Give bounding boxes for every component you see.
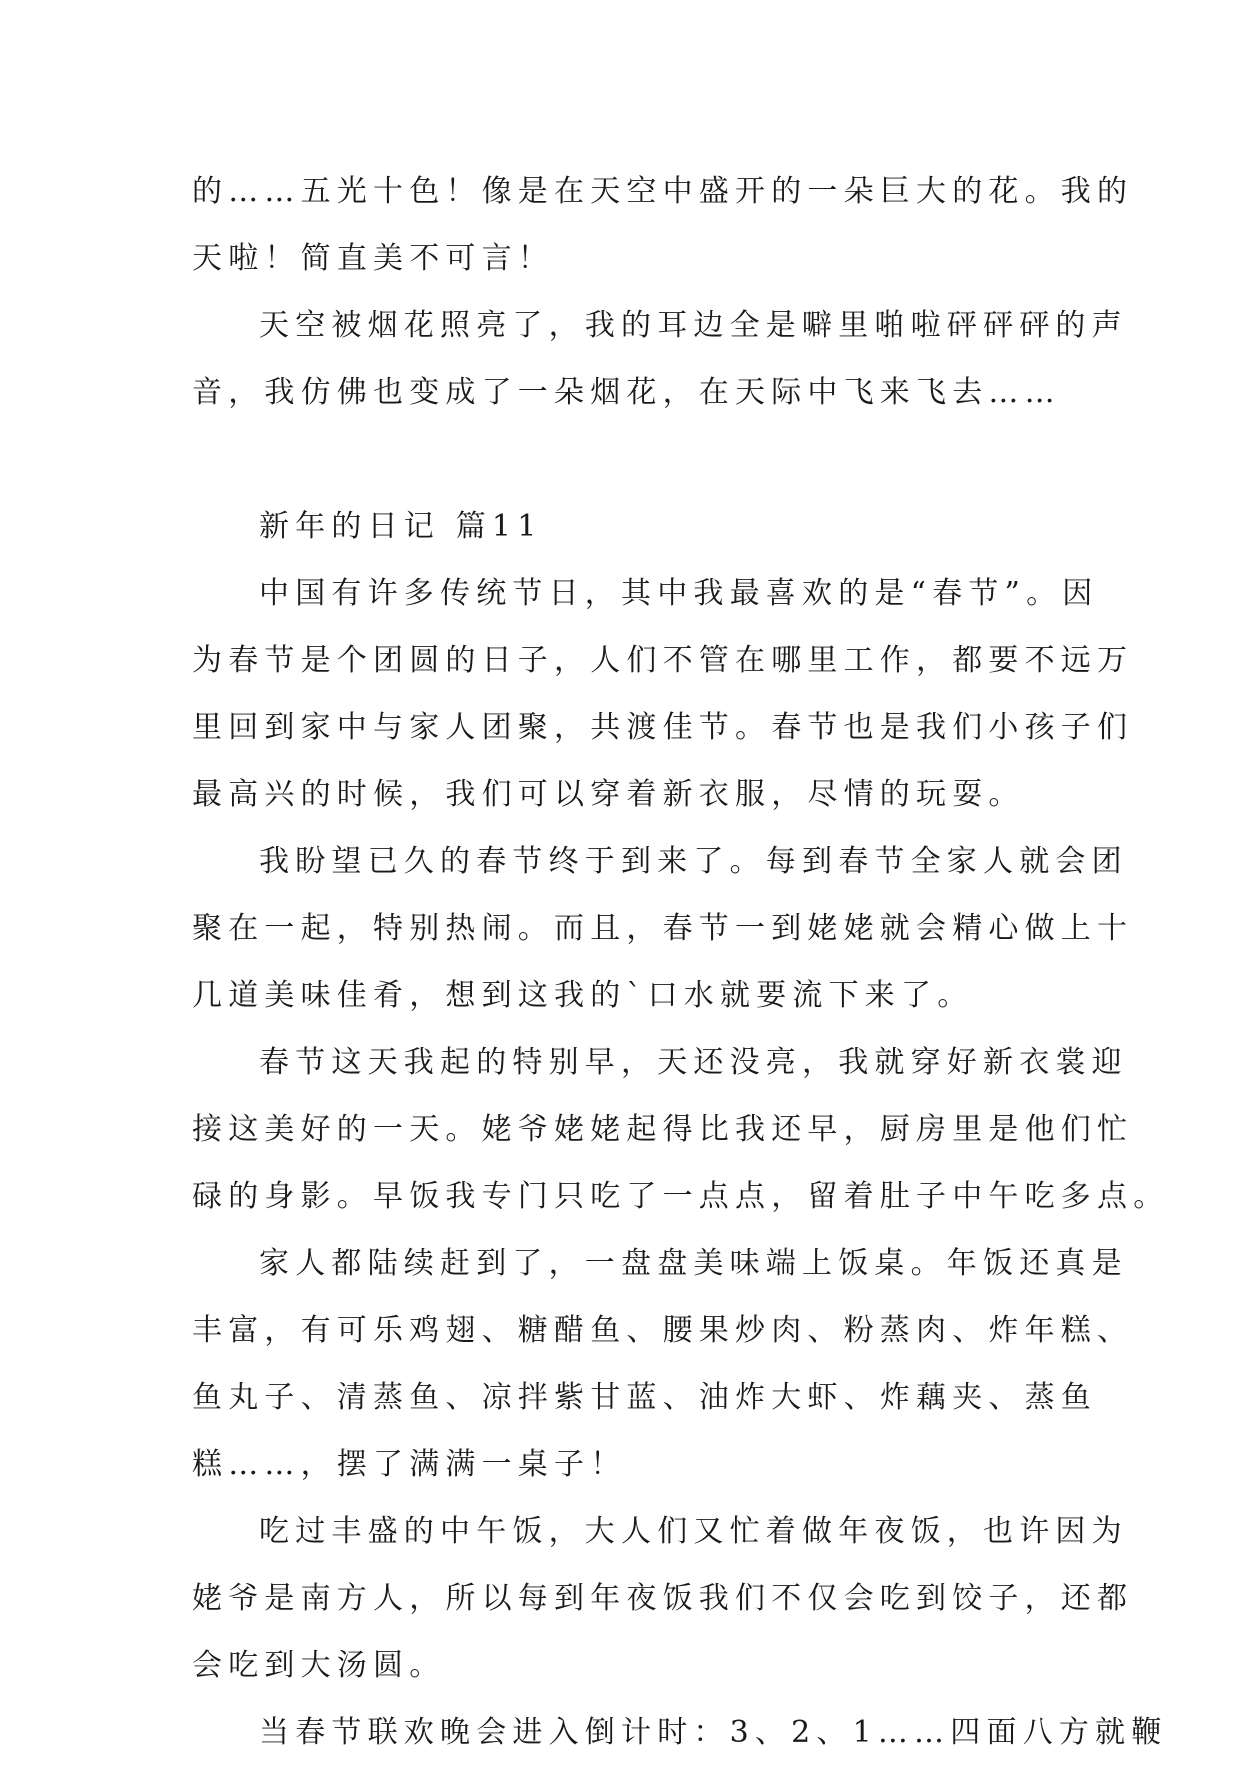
- text-line: 我盼望已久的春节终于到来了。每到春节全家人就会团: [259, 844, 1128, 879]
- text-line: 当春节联欢晚会进入倒计时：3、2、1……四面八方就鞭: [259, 1715, 1168, 1750]
- text-line: 几道美味佳肴，想到这我的`口水就要流下来了。: [192, 978, 974, 1013]
- text-line: 接这美好的一天。姥爷姥姥起得比我还早，厨房里是他们忙: [192, 1112, 1134, 1147]
- paragraph-gap: [192, 426, 1060, 493]
- text-line: 碌的身影。早饭我专门只吃了一点点，留着肚子中午吃多点。: [192, 1179, 1170, 1214]
- text-line: 姥爷是南方人，所以每到年夜饭我们不仅会吃到饺子，还都: [192, 1581, 1134, 1616]
- text-line: 的……五光十色！像是在天空中盛开的一朵巨大的花。我的: [192, 174, 1134, 209]
- text-line: 天啦！简直美不可言！: [192, 241, 554, 276]
- text-line: 糕……，摆了满满一桌子！: [192, 1447, 627, 1482]
- text-line: 为春节是个团圆的日子，人们不管在哪里工作，都要不远万: [192, 643, 1134, 678]
- text-line: 里回到家中与家人团聚，共渡佳节。春节也是我们小孩子们: [192, 710, 1134, 745]
- document-body: [192, 158, 1170, 1766]
- text-line: 鱼丸子、清蒸鱼、凉拌紫甘蓝、油炸大虾、炸藕夹、蒸鱼: [192, 1380, 1097, 1415]
- text-line: 音，我仿佛也变成了一朵烟花，在天际中飞来飞去……: [192, 375, 1061, 410]
- text-line: 新年的日记 篇11: [259, 509, 543, 544]
- text-line: 家人都陆续赶到了，一盘盘美味端上饭桌。年饭还真是: [259, 1246, 1128, 1281]
- text-line: 天空被烟花照亮了，我的耳边全是噼里啪啦砰砰砰的声: [259, 308, 1128, 343]
- text-line: 会吃到大汤圆。: [192, 1648, 446, 1683]
- text-line: 中国有许多传统节日，其中我最喜欢的是“春节”。因: [259, 576, 1099, 611]
- text-line: 聚在一起，特别热闹。而且，春节一到姥姥就会精心做上十: [192, 911, 1134, 946]
- text-line: 春节这天我起的特别早，天还没亮，我就穿好新衣裳迎: [259, 1045, 1128, 1080]
- text-line: 最高兴的时候，我们可以穿着新衣服，尽情的玩耍。: [192, 777, 1025, 812]
- text-line: 丰富，有可乐鸡翅、糖醋鱼、腰果炒肉、粉蒸肉、炸年糕、: [192, 1313, 1134, 1348]
- text-line: 吃过丰盛的中午饭，大人们又忙着做年夜饭，也许因为: [259, 1514, 1128, 1549]
